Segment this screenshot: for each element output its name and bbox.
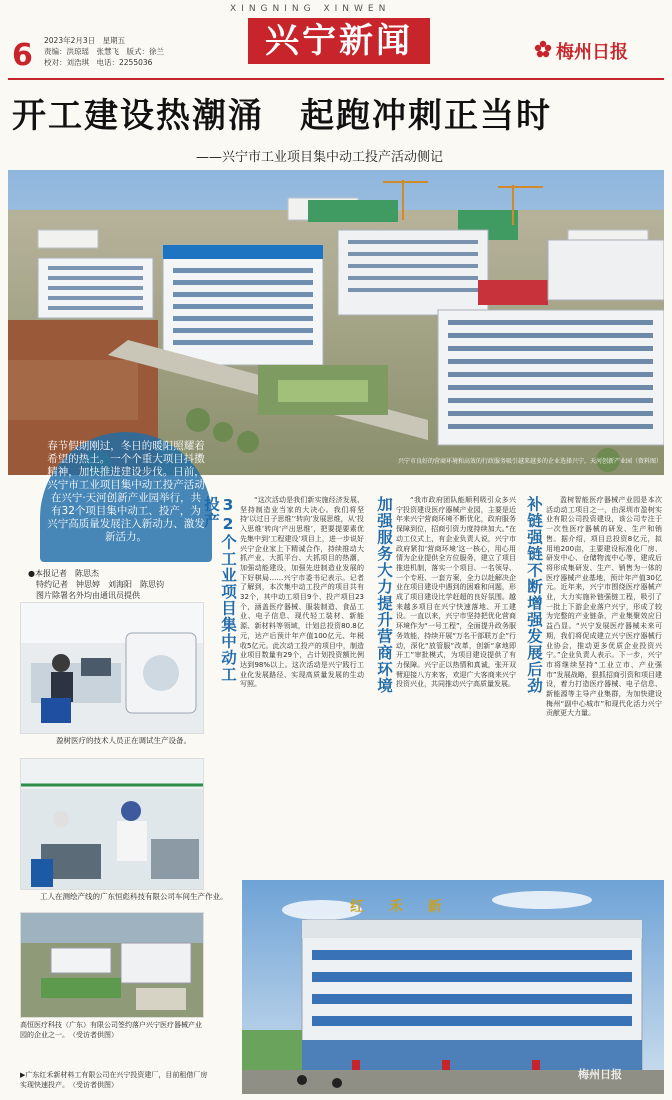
proof-line: 校对：刘浩琪 电话：2255036 xyxy=(44,58,153,67)
medical-company-aerial-photo xyxy=(20,912,204,1018)
building-sign: 红 禾 新 xyxy=(350,899,452,915)
plum-blossom-icon xyxy=(534,40,552,58)
industrial-park-aerial-photo xyxy=(8,170,664,475)
technician-photo xyxy=(20,602,204,734)
page-number: 6 xyxy=(12,38,33,73)
article-lede: 春节假期刚过，冬日的暖阳照耀着希望的热土。一个个重大项目抖擞精神，加快推进建设步伐。日前，兴宁市工业项目集中动工投产活动在兴宁·天河创新产业园举行，共有32个项目集中动工、投产，为兴宁高质量发展注入新动力、激发新活力。 xyxy=(47,440,205,543)
credit-photos: 图片除署名外均由通讯员提供 xyxy=(28,591,140,600)
article-column-3: 盈树智能医疗器械产业园是本次活动动工项目之一，由深圳市盈树实业有限公司投资建设，该公司专注于一次性医疗器械的研发、生产和销售。据介绍，项目总投资8亿元，拟用地200亩，主要建设标准化厂房、研发中心、仓储物流中心等，建成后将形成集研发、生产、销售为一体的医疗器械产业基地，预计年产值30亿元。近年来，兴宁市围绕医疗器械产业，大力实施补链强链工程，吸引了一批上下游企业落户兴宁，形成了较为完整的产业链条，产业集聚效应日益凸显。“兴宁发展医疗器械未来可期，我们将促成建立兴宁医疗器械行业协会，推动更多优质企业投资兴宁。”企业负责人表示。下一步，兴宁市将继续坚持“工业立市、产业强市”发展战略，狠抓招商引资和项目建设，着力打造医疗器械、电子信息、新能源等主导产业集群，为加快建设梅州“副中心城市”和现代化活力兴宁贡献更大力量。 xyxy=(546,496,662,718)
section-pinyin: XINGNING XINWEN xyxy=(230,4,391,14)
main-photo-caption: 兴宁市良好的营商环境和高效的行政服务吸引越来越多的企业选择兴宁。天河创新产业园（资料图） xyxy=(398,458,663,465)
photo-caption-medical: 高恒医疗科技（广东）有限公司签约落户兴宁医疗器械产业园的企业之一。 （受访者供图） xyxy=(20,1021,202,1039)
photo-caption-factory: 工人在测绘产线的广东恒彪科技有限公司车间生产作业。 xyxy=(40,892,228,901)
date-line: 2023年2月3日 星期五 xyxy=(44,36,126,45)
editor-line: 责编：洪琼瑶 张慧飞 版式：徐兰 xyxy=(44,47,164,56)
honghe-building-photo xyxy=(242,880,664,1094)
article-subtitle: ——兴宁市工业项目集中动工投产活动侧记 xyxy=(196,150,444,165)
credit-reporter: ●本报记者 陈思杰 xyxy=(28,569,99,578)
photo-caption-honghe: ▶广东红禾新材料工有限公司在兴宁投资建厂，目前租借厂房实现快速投产。 （受访者供图） xyxy=(20,1071,208,1089)
article-headline: 开工建设热潮涌 起跑冲刺正当时 xyxy=(12,96,552,136)
photo-caption-technician: 盈树医疗的技术人员正在调试生产设备。 xyxy=(56,736,191,745)
factory-worker-photo xyxy=(20,758,204,890)
section-head-projects: 32个工业项目集中动工投产 xyxy=(202,496,237,683)
section-head-industry-chain: 补链强链不断增强发展后劲 xyxy=(525,496,543,694)
newspaper-watermark: 梅州日报 xyxy=(578,1068,622,1081)
newspaper-logo: 梅州日报 xyxy=(556,42,628,63)
section-head-environment: 加强服务大力提升营商环境 xyxy=(375,496,393,694)
credit-correspondents: 特约记者 钟思婷 刘海阳 陈思钧 xyxy=(28,580,164,589)
header-rule xyxy=(8,78,664,80)
article-credits xyxy=(28,568,208,601)
article-column-2: “我市政府团队能顺利吸引众多兴宁投资建设医疗器械产业园，主要是近年来兴宁营商环境不断优化，政府服务保障到位，招商引资力度持续加大。”在动工仪式上，有企业负责人说，兴宁市政府紧扣‘营商环境’这一核心，用心用情为企业提供全方位服务，建立了项目推进机制，落实一个项目、一名领导、一个专班、一套方案，全力以赴解决企业在项目建设中遇到的困难和问题，形成了项目建设比学赶超的良好氛围。越来越多项目在兴宁快速落地、开工建设。一直以来，兴宁市坚持把优化营商环境作为“一号工程”，全面提升政务服务效能，持续开展“万名干部联万企”行动，深化“放管服”改革，创新“拿地即开工”审批模式，为项目建设提供了有力保障。兴宁正以热情和真诚，张开双臂迎接八方来客，欢迎广大客商来兴宁投资兴业，共同推动兴宁高质量发展。 xyxy=(396,496,516,689)
article-column-1: “这次活动是我们新实施经济发展、坚持制造业当家的大决心。我们将坚持‘以过日子思维’‘转向’发展思维，从‘投入思维’转向‘产出思维’，把要提要素优先集中到‘工程建设’项目上，进一步说好兴宁企业家上下精诚合作，持续推动大抓产业、大抓平台、大抓项目的热潮，加强动能建设，加强先进制造业发展的下好棋局……兴宁市委书记表示。记者了解到，本次集中动工投产的项目共有32个，其中动工项目9个、投产项目23个，涵盖医疗器械、服装制造、食品工业、电子信息、现代轻工装材、新能源、新材料等领域，计划总投资80.8亿元，达产后预计年产值100亿元、年税收5亿元。此次动工投产的项目中，制造业项目数量有29个，占计划投资额比例达到98%以上。这次活动是兴宁践行工业化发展路径、实现高质量发展的生动写照。 xyxy=(240,496,364,689)
masthead: 兴宁新闻 xyxy=(248,18,430,64)
